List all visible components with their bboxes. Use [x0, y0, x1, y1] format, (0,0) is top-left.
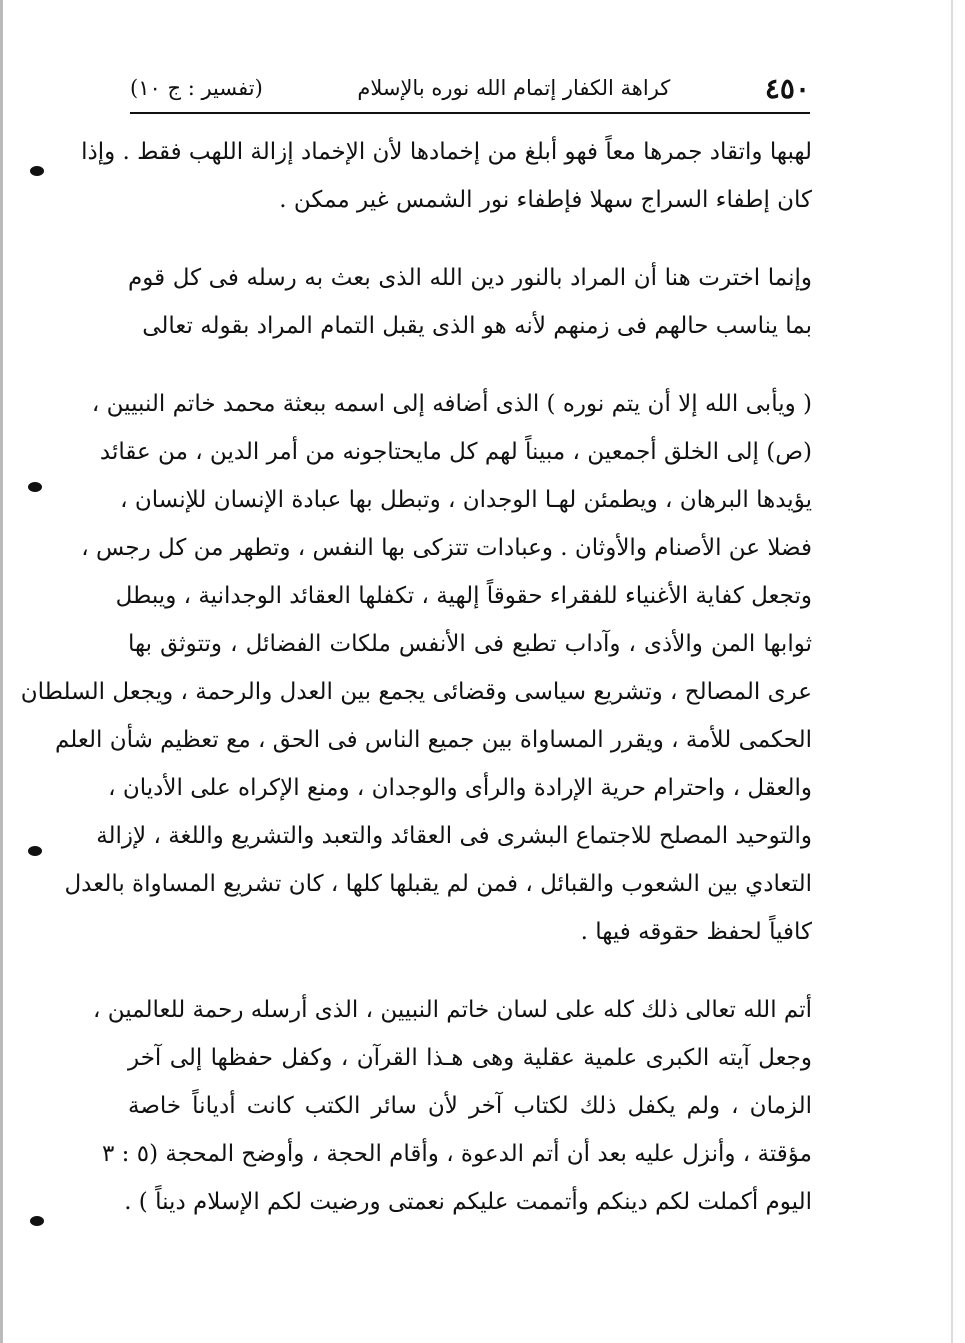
text-line: وتجعل كفاية الأغنياء للفقراء حقوقاً إلهية ، تكفلها العقائد الوجدانية ، ويبطل: [115, 583, 812, 609]
margin-mark: [28, 482, 42, 492]
text-line: الزمان ، ولم يكفل ذلك لكتاب آخر لأن سائر الكتب كانت أدياناً خاصة: [128, 1093, 812, 1119]
page-number: ٤٥٠: [764, 71, 810, 105]
text-line: اليوم أكملت لكم دينكم وأتممت عليكم نعمتى ورضيت لكم الإسلام ديناً ) .: [124, 1189, 812, 1215]
volume-label: (تفسير : ج ١٠): [130, 76, 263, 100]
text-line: كان إطفاء السراج سهلا فإطفاء نور الشمس غير ممكن .: [279, 187, 812, 213]
scan-edge-right: [951, 0, 953, 1343]
running-title: كراهة الكفار إتمام الله نوره بالإسلام: [357, 76, 671, 100]
header-rule: [130, 112, 810, 114]
text-line: وإنما اخترت هنا أن المراد بالنور دين الله الذى بعث به رسله فى كل قوم: [128, 265, 812, 291]
text-line: ( ويأبى الله إلا أن يتم نوره ) الذى أضافه إلى اسمه ببعثة محمد خاتم النبيين ،: [91, 391, 812, 417]
text-line: والتوحيد المصلح للاجتماع البشرى فى العقائد والتعبد والتشريع واللغة ، لإزالة: [96, 823, 812, 849]
text-line: بما يناسب حالهم فى زمنهم لأنه هو الذى يقبل التمام المراد بقوله تعالى: [142, 313, 812, 339]
text-line: والعقل ، واحترام حرية الإرادة والرأى والوجدان ، ومنع الإكراه على الأديان ،: [108, 775, 812, 801]
text-line: فضلا عن الأصنام والأوثان . وعبادات تتزكى بها النفس ، وتطهر من كل رجس ،: [81, 535, 812, 561]
text-line: أتم الله تعالى ذلك كله على لسان خاتم النبيين ، الذى أرسله رحمة للعالمين ،: [92, 997, 812, 1023]
page-header: [130, 66, 810, 110]
text-line: (ص) إلى الخلق أجمعين ، مبيناً لهم كل مايحتاجونه من أمر الدين ، من عقائد: [99, 439, 812, 465]
margin-mark: [30, 166, 44, 176]
text-line: كافياً لحفظ حقوقه فيها .: [580, 919, 812, 945]
margin-mark: [28, 846, 42, 856]
body-text: [20, 128, 812, 1226]
margin-mark: [30, 1216, 44, 1226]
text-line: الحكمى للأمة ، ويقرر المساواة بين جميع الناس فى الحق ، مع تعظيم شأن العلم: [54, 727, 812, 753]
scan-edge-left: [0, 0, 3, 1343]
text-line: يؤيدها البرهان ، ويطمئن لهـا الوجدان ، وتبطل بها عبادة الإنسان للإنسان ،: [120, 487, 812, 513]
text-line: عرى المصالح ، وتشريع سياسى وقضائى يجمع بين العدل والرحمة ، ويجعل السلطان: [20, 679, 812, 705]
text-line: ثوابها المن والأذى ، وآداب تطبع فى الأنفس ملكات الفضائل ، وتتوثق بها: [128, 631, 812, 657]
text-line: مؤقتة ، وأنزل عليه بعد أن أتم الدعوة ، وأقام الحجة ، وأوضح المحجة (٥ : ٣: [101, 1141, 812, 1167]
text-line: لهبها واتقاد جمرها معاً فهو أبلغ من إخمادها لأن الإخماد إزالة اللهب فقط . وإذا: [81, 139, 812, 165]
text-line: وجعل آيته الكبرى علمية عقلية وهى هـذا القرآن ، وكفل حفظها إلى آخر: [128, 1045, 812, 1071]
text-line: التعادي بين الشعوب والقبائل ، فمن لم يقبلها كلها ، كان تشريع المساواة بالعدل: [64, 871, 812, 897]
